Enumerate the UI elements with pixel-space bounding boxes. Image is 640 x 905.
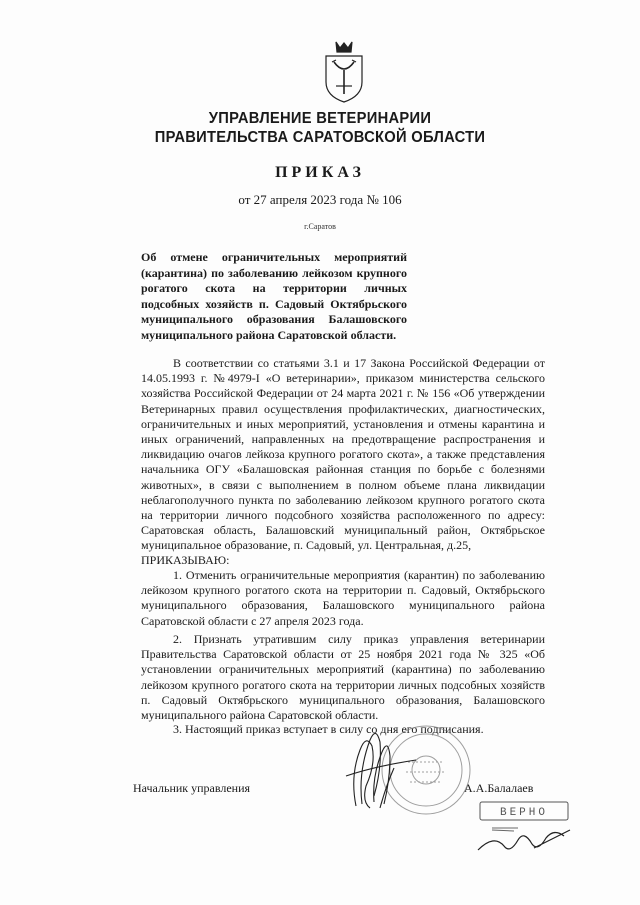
order-word: ПРИКАЗЫВАЮ: [141, 553, 230, 567]
certified-copy-stamp-text: ВЕРНО [499, 807, 549, 819]
org-name-line2: ПРАВИТЕЛЬСТВА САРАТОВСКОЙ ОБЛАСТИ [154, 129, 486, 146]
document-type: ПРИКАЗ [275, 164, 365, 181]
org-name-line1: УПРАВЛЕНИЕ ВЕТЕРИНАРИИ [208, 110, 432, 127]
document-city: г.Саратов [304, 222, 336, 231]
coat-of-arms-icon [322, 40, 366, 104]
document-date-number: от 27 апреля 2023 года № 106 [238, 192, 402, 207]
signatory-title: Начальник управления [133, 781, 251, 795]
order-item-1: 1. Отменить ограничительные мероприятия (карантин) по заболеванию лейкозом крупного рогатого скота на территории п. Садовый, Октябрьского муниципального образования, Балашовского муниципального района Саратовской области с 27 апреля 2023 года. [141, 568, 545, 628]
order-item-3: 3. Настоящий приказ вступает в силу со дня его подписания. [173, 722, 484, 736]
handwritten-signature-icon [336, 716, 426, 814]
preamble-paragraph: В соответствии со статьями 3.1 и 17 Закона Российской Федерации от 14.05.1993 г. №4979-I «О ветеринарии», приказом министерства сельского хозяйства Российской Федерации от 24 марта 2021 г. № 156 «Об утверждении Ветеринарных правил осуществления профилактических, диагностических, ограничительных и иных мероприятий, установления и отмены карантина и иных ограничений, направленных на предотвращение распространения и ликвидацию очагов лейкоза крупного рогатого скота», а также представления начальника ОГУ «Балашовская районная станция по борьбе с болезнями животных», в связи с выполнением в полном объеме плана ликвидации неблагополучного пункта по заболеванию лейкозом крупного рогатого скота на территории личного подсобного хозяйства расположенного по адресу: Саратовская область, Балашовский муниципальный район, Октябрьское муниципальное образование, п. Садовый, ул. Центральная, д.25, [141, 356, 545, 553]
certified-copy-stamp [474, 800, 574, 856]
document-subject: Об отмене ограничительных мероприятий (карантина) по заболеванию лейкозом крупного рогатого скота на территории личных подсобных хозяйств п. Садовый Октябрьского муниципального образования Балашовского муниципального района Саратовской области. [141, 250, 407, 342]
order-item-2: 2. Признать утратившим силу приказ управления ветеринарии Правительства Саратовской области от 25 ноября 2021 года № 325 «Об установлении ограничительных мероприятий (карантина) по заболеванию лейкозом крупного рогатого скота на территории личных подсобных хозяйств п. Садовый Октябрьского муниципального образования, Балашовского муниципального района Саратовской области. [141, 632, 545, 723]
signatory-name: А.А.Балалаев [464, 781, 534, 795]
